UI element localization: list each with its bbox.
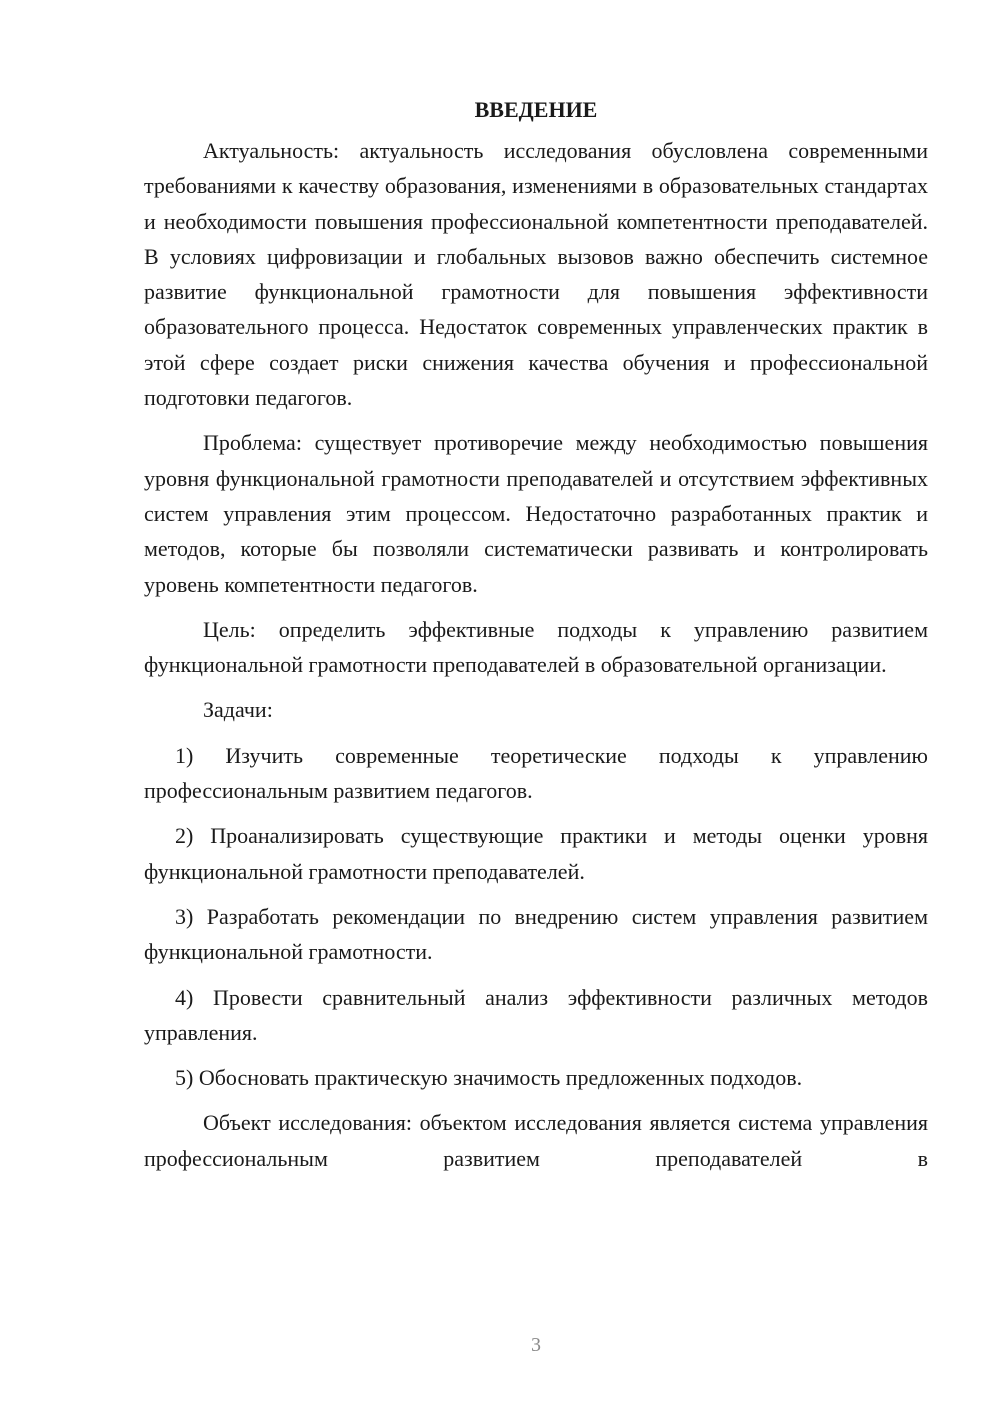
task-item: 3) Разработать рекомендации по внедрению систем управления развитием функциональной грамотности. bbox=[144, 903, 928, 965]
object-paragraph: Объект исследования: объектом исследования является система управления профессиональным развитием преподавателей в bbox=[144, 1110, 928, 1171]
page-number: 3 bbox=[531, 1334, 541, 1356]
task-item: 2) Проанализировать существующие практики и методы оценки уровня функциональной грамотности преподавателей. bbox=[144, 823, 928, 884]
goal-paragraph: Цель: определить эффективные подходы к управлению развитием функциональной грамотности преподавателей в образовательной организации. bbox=[144, 616, 928, 678]
task-item: 1) Изучить современные теоретические подходы к управлению профессиональным развитием педагогов. bbox=[144, 742, 928, 804]
problem-paragraph: Проблема: существует противоречие между необходимостью повышения уровня функциональной грамотности преподавателей и отсутствием эффективных систем управления этим процессом. Недостаточно разработанных практик и методов, которые бы позволяли систематически развивать и контролировать уровень компетентности педагогов. bbox=[144, 430, 928, 597]
relevance-paragraph: Актуальность: актуальность исследования обусловлена современными требованиями к качеству образования, изменениями в образовательных стандартах и необходимости повышения профессиональной компетентности преподавателей. В условиях цифровизации и глобальных вызовов важно обеспечить системное развитие функциональной грамотности для повышения эффективности образовательного процесса. Недостаток современных управленческих практик в этой сфере создает риски снижения качества обучения и профессиональной подготовки педагогов. bbox=[144, 138, 928, 411]
task-item: 5) Обосновать практическую значимость предложенных подходов. bbox=[175, 1065, 803, 1091]
document-page bbox=[144, 92, 928, 1186]
tasks-label: Задачи: bbox=[203, 697, 273, 723]
task-item: 4) Провести сравнительный анализ эффективности различных методов управления. bbox=[144, 984, 928, 1045]
section-heading: ВВЕДЕНИЕ bbox=[474, 97, 598, 122]
